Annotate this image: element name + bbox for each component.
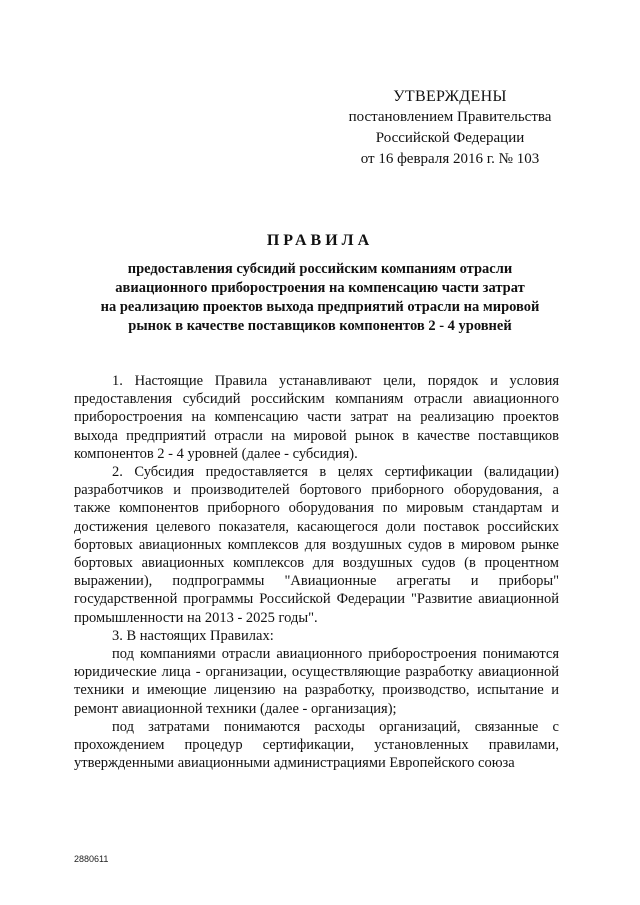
subtitle-line-1: предоставления субсидий российским компаниям отрасли (127, 261, 513, 277)
paragraph-5: под затратами понимаются расходы организаций, связанные с прохождением процедур сертификации, установленных правилами, утвержденными авиационными администрациями Европейского союза (74, 718, 559, 772)
paragraph-2: 2. Субсидия предоставляется в целях сертификации (валидации) разработчиков и производителей бортового приборного оборудования, а также компонентов приборного оборудования по мировым стандартам и достижения целевого показателя, касающегося доли поставок российских бортовых авиационных комплексов для воздушных судов в мировом рынке бортовых авиационных комплексов для воздушных судов (в процентном выражении), подпрограммы "Авиационные агрегаты и приборы" государственной программы Российской Федерации "Развитие авиационной промышленности на 2013 - 2025 годы". (74, 464, 559, 626)
subtitle-line-2: авиационного приборостроения на компенсацию части затрат (115, 280, 525, 296)
subtitle-line-3: на реализацию проектов выхода предприятий отрасли на мировой (100, 299, 540, 315)
paragraph-1: 1. Настоящие Правила устанавливают цели, порядок и условия предоставления субсидий российским компаниям отрасли авиационного приборостроения на компенсацию части затрат на реализацию проектов выхода предприятий отрасли на мировой рынок в качестве поставщиков компонентов 2 - 4 уровней (далее - субсидия). (74, 373, 559, 462)
document-body (74, 372, 559, 772)
approval-line-2: Российской Федерации (375, 130, 525, 146)
paragraph-3: 3. В настоящих Правилах: (112, 627, 274, 644)
page-identifier: 2880611 (74, 854, 109, 864)
document-subtitle (70, 260, 570, 336)
approval-line-1: постановлением Правительства (348, 109, 552, 125)
approval-line-3: от 16 февраля 2016 г. № 103 (360, 151, 540, 167)
approval-stamp (320, 86, 580, 170)
document-title: ПРАВИЛА (266, 232, 374, 249)
approval-heading: УТВЕРЖДЕНЫ (393, 88, 507, 105)
paragraph-4: под компаниями отрасли авиационного приборостроения понимаются юридические лица - организации, осуществляющие разработку авиационной техники и имеющие лицензию на разработку, производство, испытание и ремонт авиационной техники (далее - организация); (74, 646, 559, 717)
subtitle-line-4: рынок в качестве поставщиков компонентов 2 - 4 уровней (128, 318, 512, 334)
